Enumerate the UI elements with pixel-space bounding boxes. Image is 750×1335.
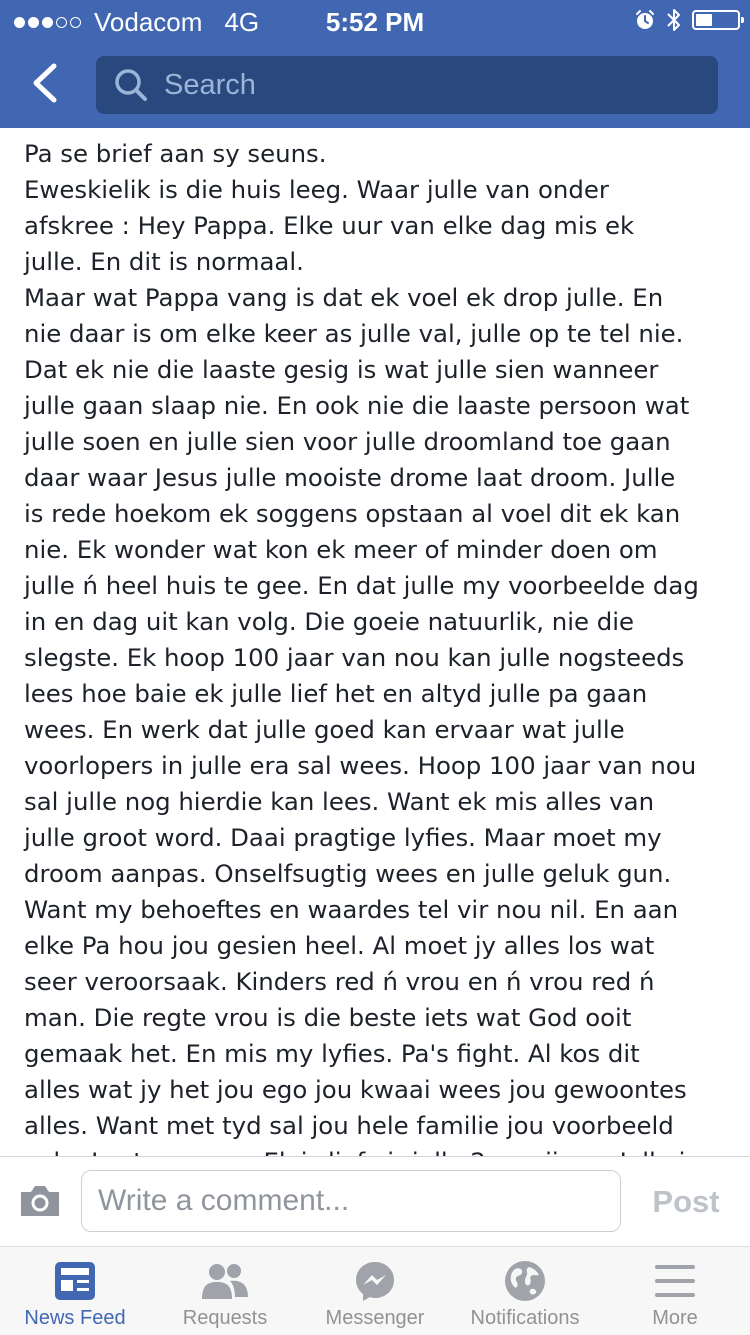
battery-icon <box>692 10 740 30</box>
nav-bar <box>0 40 750 128</box>
tab-label: Notifications <box>470 1307 580 1329</box>
post-line: man. Die regte vrou is die beste iets wat God ooit <box>24 1003 632 1032</box>
tab-label: Messenger <box>325 1307 425 1329</box>
post-line: slegste. Ek hoop 100 jaar van nou kan julle nogsteeds <box>24 643 685 672</box>
tab-label: More <box>652 1307 698 1329</box>
post-line: julle soen en julle sien voor julle droomland toe gaan <box>24 427 671 456</box>
comment-bar <box>0 1156 750 1247</box>
tab-bar <box>0 1246 750 1335</box>
post-line: alles. Want met tyd sal jou hele familie jou voorbeeld <box>24 1111 674 1140</box>
status-bar <box>0 0 750 40</box>
post-line: Maar wat Pappa vang is dat ek voel ek drop julle. En <box>24 283 664 312</box>
search-bar[interactable] <box>96 56 718 114</box>
tab-notifications[interactable] <box>450 1247 600 1335</box>
post-line: gemaak het. En mis my lyfies. Pa's fight. Al kos dit <box>24 1039 640 1068</box>
post-line: Pa se brief aan sy seuns. <box>24 139 327 168</box>
comment-input[interactable] <box>81 1170 621 1232</box>
post-line: Eweskielik is die huis leeg. Waar julle van onder <box>24 175 609 204</box>
post-line: wees. En werk dat julle goed kan ervaar wat julle <box>24 715 625 744</box>
tab-requests[interactable] <box>150 1247 300 1335</box>
messenger-icon <box>353 1259 397 1303</box>
friend-requests-icon <box>200 1261 250 1301</box>
post-line: droom aanpas. Onselfsugtig wees en julle geluk gun. <box>24 859 672 888</box>
network-type: 4G <box>224 7 260 37</box>
post-line: nie. Ek wonder wat kon ek meer of minder doen om <box>24 535 658 564</box>
status-right <box>624 7 740 33</box>
post-line: voorlopers in julle era sal wees. Hoop 100 jaar van nou <box>24 751 697 780</box>
post-line: julle. En dit is normaal. <box>24 247 304 276</box>
news-feed-icon <box>54 1261 96 1301</box>
alarm-icon <box>634 9 656 31</box>
post-line: julle groot word. Daai pragtige lyfies. Maar moet my <box>24 823 662 852</box>
search-input[interactable] <box>162 68 686 103</box>
post-line: alles wat jy het jou ego jou kwaai wees jou gewoontes <box>24 1075 687 1104</box>
menu-icon <box>654 1263 696 1299</box>
post-text <box>24 136 736 1180</box>
post-line: lees hoe baie ek julle lief het en altyd julle pa gaan <box>24 679 648 708</box>
post-line: Want my behoeftes en waardes tel vir nou nil. En aan <box>24 895 679 924</box>
post-line: Dat ek nie die laaste gesig is wat julle sien wanneer <box>24 355 659 384</box>
bluetooth-icon <box>666 7 682 33</box>
clock: 5:52 PM <box>325 7 425 37</box>
post-line: afskree : Hey Pappa. Elke uur van elke dag mis ek <box>24 211 635 240</box>
post-line: seer veroorsaak. Kinders red ń vrou en ń vrou red ń <box>24 967 655 996</box>
chevron-left-icon[interactable] <box>22 58 72 108</box>
post-line: daar waar Jesus julle mooiste drome laat droom. Julle <box>24 463 676 492</box>
post-line: julle gaan slaap nie. En ook nie die laaste persoon wat <box>24 391 690 420</box>
tab-label: News Feed <box>24 1307 126 1329</box>
post-line: elke Pa hou jou gesien heel. Al moet jy alles los wat <box>24 931 655 960</box>
post-line: is rede hoekom ek soggens opstaan al voel dit ek kan <box>24 499 681 528</box>
globe-icon <box>503 1259 547 1303</box>
post-content <box>0 128 750 1156</box>
post-line: sal julle nog hierdie kan lees. Want ek mis alles van <box>24 787 655 816</box>
post-comment-button[interactable]: Post <box>640 1177 732 1227</box>
post-line: in en dag uit kan volg. Die goeie natuurlik, nie die <box>24 607 635 636</box>
search-icon <box>114 68 148 102</box>
camera-icon[interactable] <box>18 1183 62 1219</box>
tab-label: Requests <box>182 1307 268 1329</box>
tab-messenger[interactable] <box>300 1247 450 1335</box>
post-line: julle ń heel huis te gee. En dat julle my voorbeelde dag <box>24 571 699 600</box>
tab-news-feed[interactable] <box>0 1247 150 1335</box>
tab-more[interactable] <box>600 1247 750 1335</box>
carrier-name: Vodacom <box>94 7 203 37</box>
post-line: nie daar is om elke keer as julle val, julle op te tel nie. <box>24 319 684 348</box>
